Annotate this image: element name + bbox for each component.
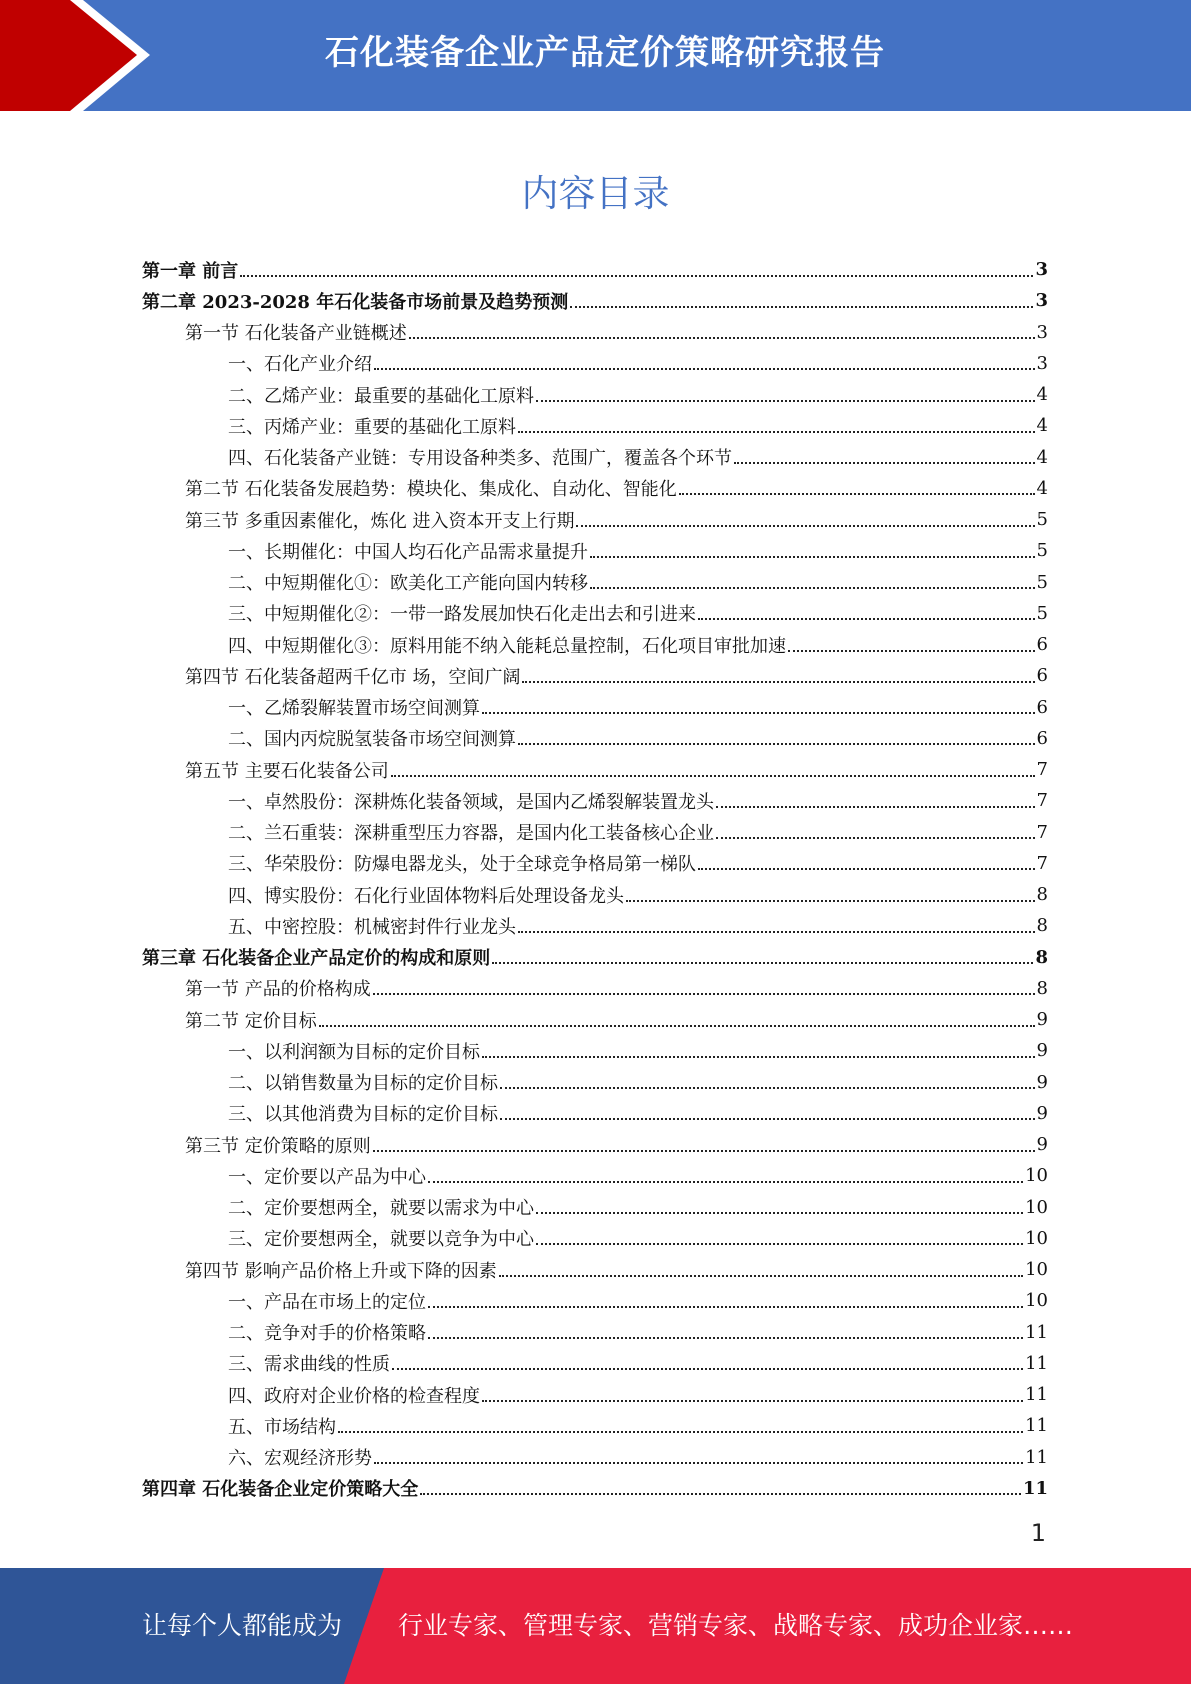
toc-entry[interactable] bbox=[142, 723, 1048, 754]
toc-dot-leader bbox=[570, 288, 1033, 308]
toc-entry-page: 3 bbox=[1036, 352, 1048, 374]
toc-dot-leader bbox=[428, 1163, 1023, 1183]
toc-entry-label: 五、市场结构 bbox=[228, 1416, 336, 1438]
toc-entry-label: 一、长期催化：中国人均石化产品需求量提升 bbox=[228, 541, 588, 563]
toc-entry-label: 二、以销售数量为目标的定价目标 bbox=[228, 1073, 498, 1095]
toc-entry-page: 11 bbox=[1025, 1321, 1048, 1343]
toc-entry[interactable] bbox=[142, 442, 1048, 473]
toc-entry[interactable] bbox=[142, 754, 1048, 785]
toc-entry[interactable] bbox=[142, 1004, 1048, 1035]
page-footer bbox=[0, 1568, 1191, 1684]
toc-entry[interactable] bbox=[142, 410, 1048, 441]
toc-entry-label: 三、定价要想两全，就要以竞争为中心 bbox=[228, 1229, 534, 1251]
toc-dot-leader bbox=[500, 1100, 1035, 1120]
toc-dot-leader bbox=[482, 694, 1035, 714]
toc-entry-page: 9 bbox=[1036, 1102, 1048, 1124]
toc-entry[interactable] bbox=[142, 973, 1048, 1004]
toc-entry-label: 三、需求曲线的性质 bbox=[228, 1354, 390, 1376]
toc-entry-page: 8 bbox=[1036, 977, 1048, 999]
page-number: 1 bbox=[1030, 1519, 1046, 1547]
toc-dot-leader bbox=[518, 413, 1035, 433]
toc-entry-label: 第二节 定价目标 bbox=[185, 1010, 317, 1032]
toc-dot-leader bbox=[428, 1288, 1023, 1308]
toc-entry[interactable] bbox=[142, 598, 1048, 629]
toc-dot-leader bbox=[590, 538, 1035, 558]
toc-entry-label: 第二节 石化装备发展趋势：模块化、集成化、自动化、智能化 bbox=[185, 479, 677, 501]
toc-dot-leader bbox=[518, 913, 1035, 933]
toc-entry-label: 二、国内丙烷脱氢装备市场空间测算 bbox=[228, 729, 516, 751]
toc-entry[interactable] bbox=[142, 848, 1048, 879]
toc-dot-leader bbox=[240, 257, 1033, 277]
toc-entry-label: 第四节 石化装备超两千亿市 场，空间广阔 bbox=[185, 666, 521, 688]
toc-entry-label: 一、卓然股份：深耕炼化装备领域，是国内乙烯裂解装置龙头 bbox=[228, 791, 714, 813]
toc-entry-label: 二、竞争对手的价格策略 bbox=[228, 1323, 426, 1345]
toc-dot-leader bbox=[518, 725, 1035, 745]
toc-entry-page: 4 bbox=[1036, 384, 1048, 406]
toc-entry-page: 7 bbox=[1036, 852, 1048, 874]
toc-entry[interactable] bbox=[142, 692, 1048, 723]
toc-entry[interactable] bbox=[142, 1035, 1048, 1066]
toc-entry[interactable] bbox=[142, 1098, 1048, 1129]
toc-entry-page: 5 bbox=[1036, 602, 1048, 624]
toc-entry-page: 7 bbox=[1036, 790, 1048, 812]
toc-entry-page: 8 bbox=[1036, 884, 1048, 906]
toc-entry-label: 四、石化装备产业链：专用设备种类多、范围广，覆盖各个环节 bbox=[228, 448, 732, 470]
toc-entry-label: 第四章 石化装备企业定价策略大全 bbox=[142, 1479, 419, 1501]
toc-entry[interactable] bbox=[142, 1192, 1048, 1223]
toc-entry-label: 四、博实股份：石化行业固体物料后处理设备龙头 bbox=[228, 885, 624, 907]
toc-entry-label: 一、石化产业介绍 bbox=[228, 354, 372, 376]
toc-entry[interactable] bbox=[142, 1129, 1048, 1160]
toc-dot-leader bbox=[788, 632, 1035, 652]
toc-dot-leader bbox=[734, 444, 1035, 464]
toc-entry-page: 7 bbox=[1036, 759, 1048, 781]
toc-entry-page: 5 bbox=[1036, 540, 1048, 562]
toc-dot-leader bbox=[500, 1069, 1035, 1089]
toc-entry-label: 第二章 2023-2028 年石化装备市场前景及趋势预测 bbox=[142, 291, 569, 313]
toc-dot-leader bbox=[536, 1194, 1023, 1214]
toc-dot-leader bbox=[698, 600, 1035, 620]
toc-dot-leader bbox=[428, 1319, 1023, 1339]
toc-entry-page: 3 bbox=[1035, 290, 1048, 312]
toc-entry[interactable] bbox=[142, 910, 1048, 941]
toc-dot-leader bbox=[626, 882, 1035, 902]
toc-entry-label: 第一节 石化装备产业链概述 bbox=[185, 323, 407, 345]
toc-entry-page: 6 bbox=[1036, 696, 1048, 718]
toc-entry-page: 5 bbox=[1036, 571, 1048, 593]
toc-dot-leader bbox=[482, 1038, 1035, 1058]
toc-entry-label: 二、乙烯产业：最重要的基础化工原料 bbox=[228, 385, 534, 407]
toc-entry-page: 9 bbox=[1036, 1134, 1048, 1156]
toc-entry-page: 10 bbox=[1025, 1196, 1048, 1218]
toc-entry-page: 7 bbox=[1036, 821, 1048, 843]
toc-entry-page: 6 bbox=[1036, 727, 1048, 749]
toc-entry[interactable] bbox=[142, 254, 1048, 285]
toc-entry[interactable] bbox=[142, 879, 1048, 910]
toc-entry-label: 四、中短期催化③：原料用能不纳入能耗总量控制，石化项目审批加速 bbox=[228, 635, 786, 657]
toc-entry-label: 第三节 定价策略的原则 bbox=[185, 1135, 371, 1157]
toc-entry-label: 一、以利润额为目标的定价目标 bbox=[228, 1041, 480, 1063]
toc-entry[interactable] bbox=[142, 817, 1048, 848]
toc-entry[interactable] bbox=[142, 629, 1048, 660]
toc-entry-page: 6 bbox=[1036, 665, 1048, 687]
toc-dot-leader bbox=[590, 569, 1035, 589]
toc-entry-page: 8 bbox=[1036, 915, 1048, 937]
toc-dot-leader bbox=[373, 975, 1035, 995]
toc-entry[interactable] bbox=[142, 1473, 1048, 1504]
toc-entry-page: 9 bbox=[1036, 1009, 1048, 1031]
toc-entry[interactable] bbox=[142, 1160, 1048, 1191]
toc-entry[interactable] bbox=[142, 1285, 1048, 1316]
toc-dot-leader bbox=[319, 1007, 1035, 1027]
toc-entry-label: 三、丙烯产业：重要的基础化工原料 bbox=[228, 416, 516, 438]
toc-entry-page: 5 bbox=[1036, 509, 1048, 531]
toc-entry-page: 10 bbox=[1025, 1165, 1048, 1187]
toc-entry-label: 第五节 主要石化装备公司 bbox=[185, 760, 389, 782]
toc-entry[interactable] bbox=[142, 1317, 1048, 1348]
toc-entry[interactable] bbox=[142, 1410, 1048, 1441]
toc-entry-page: 10 bbox=[1025, 1227, 1048, 1249]
toc-entry-label: 第三章 石化装备企业产品定价的构成和原则 bbox=[142, 948, 491, 970]
toc-entry-page: 10 bbox=[1025, 1290, 1048, 1312]
header-arrow-icon bbox=[0, 0, 137, 111]
toc-dot-leader bbox=[716, 819, 1035, 839]
toc-dot-leader bbox=[374, 350, 1035, 370]
toc-entry[interactable] bbox=[142, 379, 1048, 410]
toc-entry-page: 11 bbox=[1022, 1477, 1048, 1499]
toc-entry[interactable] bbox=[142, 1379, 1048, 1410]
toc-entry-page: 9 bbox=[1036, 1071, 1048, 1093]
toc-dot-leader bbox=[392, 1350, 1023, 1370]
toc-dot-leader bbox=[499, 1257, 1023, 1277]
toc-entry-page: 3 bbox=[1035, 259, 1048, 281]
page-header bbox=[0, 0, 1191, 111]
toc-entry[interactable] bbox=[142, 1348, 1048, 1379]
toc-entry-label: 第四节 影响产品价格上升或下降的因素 bbox=[185, 1260, 497, 1282]
toc-dot-leader bbox=[338, 1413, 1023, 1433]
toc-entry-label: 一、定价要以产品为中心 bbox=[228, 1166, 426, 1188]
toc-entry-label: 一、产品在市场上的定位 bbox=[228, 1291, 426, 1313]
toc-heading: 内容目录 bbox=[521, 172, 670, 215]
toc-entry[interactable] bbox=[142, 942, 1048, 973]
toc-entry[interactable] bbox=[142, 1067, 1048, 1098]
toc-dot-leader bbox=[391, 757, 1035, 777]
toc-entry-label: 第一节 产品的价格构成 bbox=[185, 979, 371, 1001]
toc-dot-leader bbox=[679, 475, 1035, 495]
toc-entry[interactable] bbox=[142, 473, 1048, 504]
toc-dot-leader bbox=[536, 1225, 1023, 1245]
toc-entry-page: 4 bbox=[1036, 446, 1048, 468]
toc-dot-leader bbox=[698, 850, 1035, 870]
toc-entry[interactable] bbox=[142, 348, 1048, 379]
toc-dot-leader bbox=[576, 507, 1034, 527]
toc-entry-page: 4 bbox=[1036, 415, 1048, 437]
toc-entry-label: 六、宏观经济形势 bbox=[228, 1448, 372, 1470]
table-of-contents bbox=[142, 254, 1048, 1504]
toc-dot-leader bbox=[482, 1382, 1023, 1402]
toc-entry[interactable] bbox=[142, 1442, 1048, 1473]
toc-entry-label: 四、政府对企业价格的检查程度 bbox=[228, 1385, 480, 1407]
toc-entry-page: 11 bbox=[1025, 1446, 1048, 1468]
toc-entry[interactable] bbox=[142, 660, 1048, 691]
toc-entry-page: 10 bbox=[1025, 1259, 1048, 1281]
toc-dot-leader bbox=[536, 382, 1035, 402]
footer-slogan-left: 让每个人都能成为 bbox=[142, 1611, 343, 1640]
toc-entry-page: 8 bbox=[1035, 946, 1048, 968]
toc-entry-page: 3 bbox=[1036, 321, 1048, 343]
report-title: 石化装备企业产品定价策略研究报告 bbox=[325, 33, 885, 73]
toc-entry[interactable] bbox=[142, 1223, 1048, 1254]
toc-dot-leader bbox=[522, 663, 1034, 683]
toc-entry-label: 三、华荣股份：防爆电器龙头，处于全球竞争格局第一梯队 bbox=[228, 854, 696, 876]
toc-entry-page: 4 bbox=[1036, 477, 1048, 499]
toc-entry-label: 一、乙烯裂解装置市场空间测算 bbox=[228, 698, 480, 720]
toc-entry-page: 11 bbox=[1025, 1415, 1048, 1437]
toc-dot-leader bbox=[716, 788, 1035, 808]
toc-entry-page: 11 bbox=[1025, 1352, 1048, 1374]
toc-entry[interactable] bbox=[142, 504, 1048, 535]
footer-slogan-right: 行业专家、管理专家、营销专家、战略专家、成功企业家…… bbox=[398, 1611, 1074, 1640]
toc-entry-page: 6 bbox=[1036, 634, 1048, 656]
toc-entry[interactable] bbox=[142, 317, 1048, 348]
toc-entry[interactable] bbox=[142, 535, 1048, 566]
toc-dot-leader bbox=[409, 319, 1035, 339]
toc-entry[interactable] bbox=[142, 785, 1048, 816]
toc-entry-label: 第一章 前言 bbox=[142, 260, 239, 282]
toc-entry[interactable] bbox=[142, 567, 1048, 598]
toc-entry-page: 9 bbox=[1036, 1040, 1048, 1062]
toc-entry-label: 三、以其他消费为目标的定价目标 bbox=[228, 1104, 498, 1126]
toc-entry[interactable] bbox=[142, 1254, 1048, 1285]
toc-entry-label: 二、兰石重装：深耕重型压力容器，是国内化工装备核心企业 bbox=[228, 823, 714, 845]
toc-entry-label: 三、中短期催化②：一带一路发展加快石化走出去和引进来 bbox=[228, 604, 696, 626]
toc-entry-label: 二、中短期催化①：欧美化工产能向国内转移 bbox=[228, 573, 588, 595]
toc-dot-leader bbox=[374, 1444, 1023, 1464]
toc-entry-label: 第三节 多重因素催化，炼化 进入资本开支上行期 bbox=[185, 510, 575, 532]
toc-entry-label: 五、中密控股：机械密封件行业龙头 bbox=[228, 916, 516, 938]
toc-dot-leader bbox=[420, 1475, 1021, 1495]
toc-entry-page: 11 bbox=[1025, 1384, 1048, 1406]
toc-entry-label: 二、定价要想两全，就要以需求为中心 bbox=[228, 1198, 534, 1220]
toc-entry[interactable] bbox=[142, 285, 1048, 316]
toc-dot-leader bbox=[492, 944, 1033, 964]
toc-dot-leader bbox=[373, 1132, 1035, 1152]
